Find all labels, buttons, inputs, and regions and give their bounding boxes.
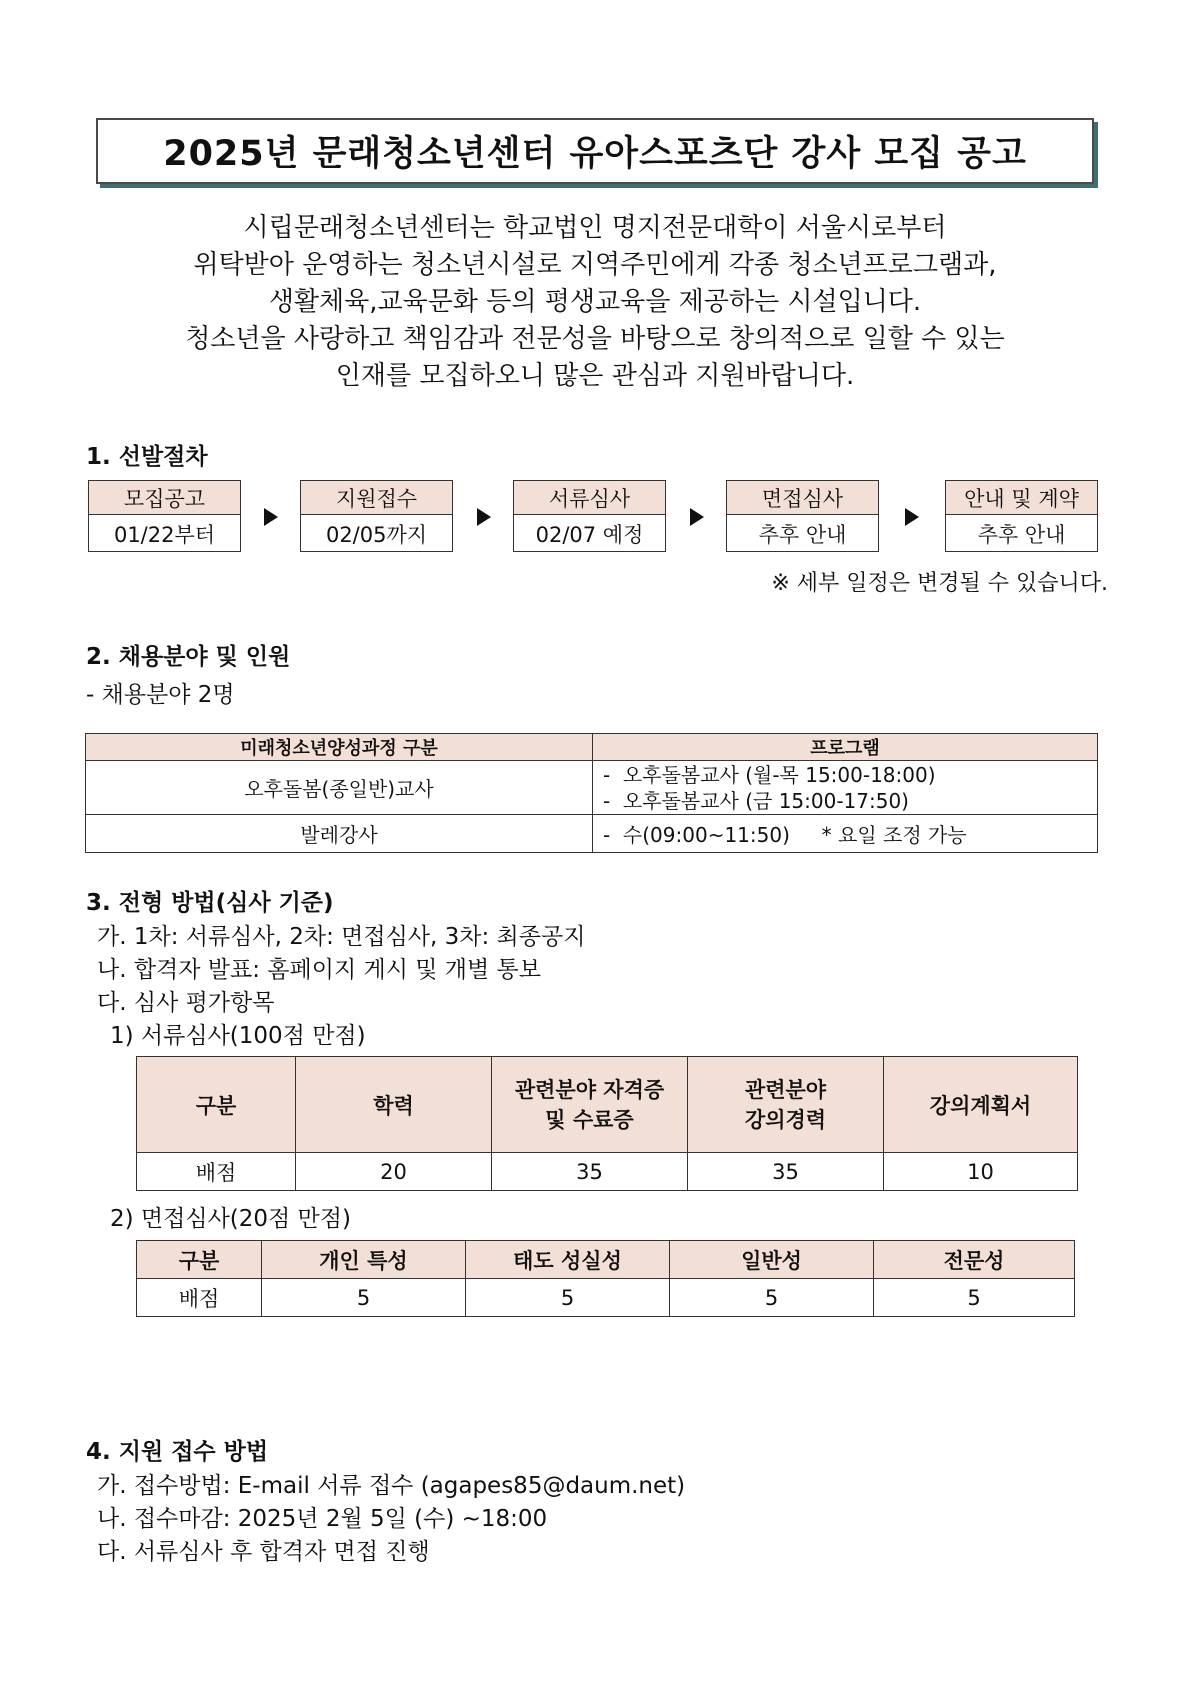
table-cell: 5 — [874, 1279, 1075, 1317]
step-label: 면접심사 — [727, 481, 878, 515]
step-application — [300, 480, 453, 552]
step-label: 서류심사 — [514, 481, 665, 515]
step-label: 지원접수 — [301, 481, 452, 515]
table-header: 프로그램 — [593, 734, 1098, 761]
section1-title: 1. 선발절차 — [86, 444, 208, 470]
table-cell-category: 발레강사 — [86, 815, 593, 853]
doc-review-title: 1) 서류심사(100점 만점) — [110, 1023, 366, 1049]
table-cell: 5 — [670, 1279, 874, 1317]
interview-table — [136, 1240, 1075, 1317]
section2-subtitle: - 채용분야 2명 — [86, 682, 235, 708]
step-date: 추후 안내 — [758, 522, 847, 547]
table-header: 일반성 — [670, 1241, 874, 1279]
table-cell: 35 — [492, 1153, 688, 1191]
table-header: 개인 특성 — [262, 1241, 466, 1279]
section4-title: 4. 지원 접수 방법 — [86, 1439, 269, 1465]
section4-line: 나. 접수마감: 2025년 2월 5일 (수) ~18:00 — [97, 1506, 548, 1532]
section3-line: 다. 심사 평가항목 — [97, 990, 275, 1016]
schedule-note: ※ 세부 일정은 변경될 수 있습니다. — [771, 571, 1108, 596]
arrow-right-icon — [477, 508, 491, 526]
intro-line: 청소년을 사랑하고 책임감과 전문성을 바탕으로 창의적으로 일할 수 있는 — [185, 324, 1005, 354]
table-cell: 35 — [688, 1153, 884, 1191]
section3-line: 가. 1차: 서류심사, 2차: 면접심사, 3차: 최종공지 — [97, 924, 586, 950]
arrow-right-icon — [264, 508, 278, 526]
arrow-right-icon — [905, 508, 919, 526]
table-header: 태도 성실성 — [466, 1241, 670, 1279]
step-label: 안내 및 계약 — [946, 481, 1097, 515]
table-cell: 20 — [296, 1153, 492, 1191]
table-cell-program — [593, 815, 1098, 853]
intro-paragraph — [90, 210, 1100, 395]
table-cell: 10 — [884, 1153, 1078, 1191]
table-header: 강의계획서 — [884, 1057, 1078, 1153]
section4-line: 다. 서류심사 후 합격자 면접 진행 — [97, 1539, 430, 1565]
section3-title: 3. 전형 방법(심사 기준) — [86, 890, 334, 916]
section4-line: 가. 접수방법: E-mail 서류 접수 (agapes85@daum.net) — [97, 1473, 686, 1499]
intro-line: 인재를 모집하오니 많은 관심과 지원바랍니다. — [335, 361, 855, 391]
page-title: 2025년 문래청소년센터 유아스포츠단 강사 모집 공고 — [96, 118, 1094, 184]
interview-title: 2) 면접심사(20점 만점) — [110, 1206, 351, 1232]
table-header: 미래청소년양성과정 구분 — [86, 734, 593, 761]
step-document-review — [513, 480, 666, 552]
section2-title: 2. 채용분야 및 인원 — [86, 644, 291, 670]
table-header: 관련분야 자격증 및 수료증 — [492, 1057, 688, 1153]
table-cell-program — [593, 761, 1098, 815]
table-cell: 5 — [262, 1279, 466, 1317]
table-cell: 배점 — [137, 1279, 262, 1317]
step-guidance-contract — [945, 480, 1098, 552]
table-cell-category: 오후돌봄(종일반)교사 — [86, 761, 593, 815]
step-date: 02/07 예정 — [535, 522, 644, 547]
intro-line: 시립문래청소년센터는 학교법인 명지전문대학이 서울시로부터 — [243, 213, 947, 243]
table-header: 구분 — [137, 1057, 296, 1153]
table-header: 관련분야 강의경력 — [688, 1057, 884, 1153]
step-label: 모집공고 — [89, 481, 240, 515]
recruit-table — [85, 733, 1098, 853]
step-date: 02/05까지 — [325, 522, 428, 547]
table-header: 전문성 — [874, 1241, 1075, 1279]
step-recruit-notice — [88, 480, 241, 552]
step-date: 01/22부터 — [113, 522, 216, 547]
step-interview — [726, 480, 879, 552]
step-date: 추후 안내 — [977, 522, 1066, 547]
table-header: 구분 — [137, 1241, 262, 1279]
program-line: - 수(09:00~11:50) * 요일 조정 가능 — [603, 823, 967, 847]
section3-line: 나. 합격자 발표: 홈페이지 게시 및 개별 통보 — [97, 957, 541, 983]
doc-review-table — [136, 1056, 1078, 1191]
table-cell: 5 — [466, 1279, 670, 1317]
arrow-right-icon — [690, 508, 704, 526]
table-cell: 배점 — [137, 1153, 296, 1191]
intro-line: 생활체육,교육문화 등의 평생교육을 제공하는 시설입니다. — [268, 287, 922, 317]
table-header: 학력 — [296, 1057, 492, 1153]
program-line: - 오후돌봄교사 (월-목 15:00-18:00) — [603, 762, 936, 787]
intro-line: 위탁받아 운영하는 청소년시설로 지역주민에게 각종 청소년프로그램과, — [193, 250, 997, 280]
program-line: - 오후돌봄교사 (금 15:00-17:50) — [603, 788, 909, 813]
